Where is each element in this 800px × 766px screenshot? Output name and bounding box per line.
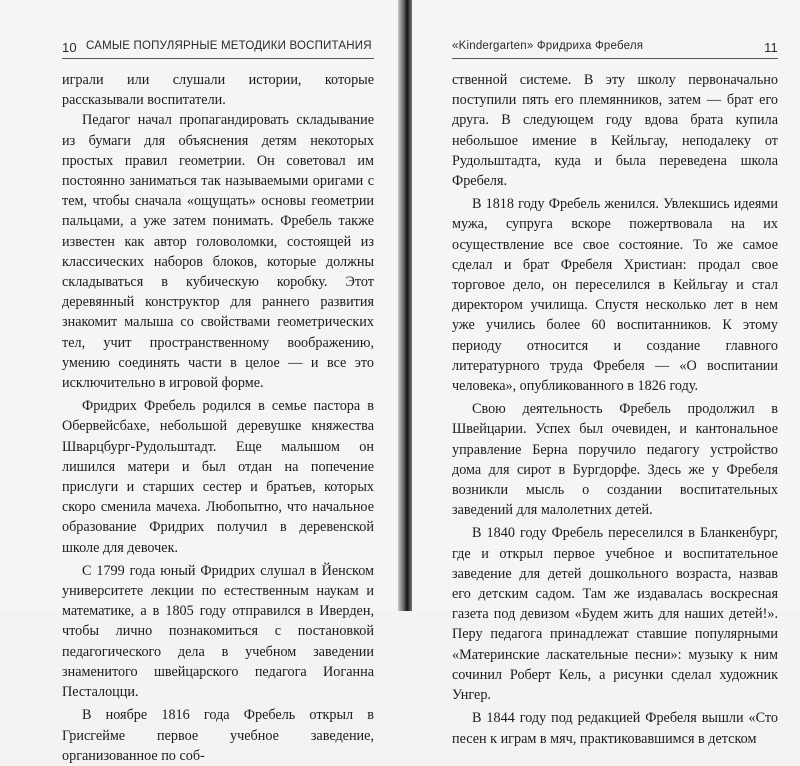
body-text — [452, 70, 778, 749]
page-number: 11 — [764, 40, 778, 55]
paragraph: С 1799 года юный Фридрих слушал в Йенском университете лекции по естественным наукам и математике, а в 1805 году отправился в Иверден, чтобы лично познакомиться с постановкой педагогического дела в учебном заведении знаменитого швейцарского педагога Иоганна Песталоцци. — [62, 562, 374, 701]
header-rule — [452, 58, 778, 59]
running-title: САМЫЕ ПОПУЛЯРНЫЕ МЕТОДИКИ ВОСПИТАНИЯ — [86, 40, 372, 52]
paragraph: В 1844 году под редакцией Фребеля вышли «Сто песен к играм в мяч, практиковавшимся в детском — [452, 710, 778, 747]
page-number: 10 — [62, 40, 77, 55]
paragraph: В ноябре 1816 года Фребель открыл в Грисгейме первое учебное заведение, организованное по соб- — [62, 707, 374, 764]
paragraph: Педагог начал пропагандировать складывание из бумаги для объяснения детям некоторых простых правил геометрии. Он советовал им постоянно заниматься так называемыми оригами с тем, чтобы сначала «ощущать» основы геометрии пальцами, а уже затем понимать. Фребель также известен как автор головоломки, состоящей из классических наборов блоков, которые должны складываться в кубическую коробку. Этот деревянный конструктор для раннего развития знакомит малыша со свойствами геометрических тел, учит пространственному воображению, умению соединять части в целое — и все это исключительно в игровой форме. — [62, 112, 374, 392]
paragraph: играли или слушали истории, которые рассказывали воспитатели. — [62, 72, 374, 109]
paragraph: В 1840 году Фребель переселился в Бланкенбург, где и открыл первое учебное и воспитательное заведение для детей дошкольного возраста, назвав его детским садом. Там же издавалась воскресная газета под девизом «Будем жить для наших детей!». Перу педагога принадлежат ставшие популярными «Материнские ласкательные песни»: музыку к ним сочинил Роберт Кель, а рисунки сделал художник Унгер. — [452, 525, 778, 704]
header-rule — [62, 58, 374, 59]
paragraph: Фридрих Фребель родился в семье пастора в Обервейсбахе, небольшой деревушке княжества Шварцбург-Рудольштадт. Еще малышом он лишился матери и был отдан на попечение прислуги и старших сестер и братьев, которых скоро сменила мачеха. Любопытно, что начальное образование Фридрих получил в деревенской школе для девочек. — [62, 398, 374, 556]
right-page — [412, 0, 800, 747]
running-title: «Kindergarten» Фридриха Фребеля — [452, 40, 644, 52]
right-running-header — [452, 40, 778, 60]
body-text — [62, 70, 374, 766]
paragraph: В 1818 году Фребель женился. Увлекшись идеями мужа, супруга вскоре пожертвовала на их осуществление все свое состояние. То же самое сделал и брат Фребеля Христиан: продал свое торговое дело, он переселился в Кейльгау и стал директором училища. Спустя несколько лет в нем уже учились более 60 воспитанников. К этому периоду относится и создание главного литературного труда Фребеля — «О воспитании человека», опубликованного в 1826 году. — [452, 196, 778, 395]
paragraph: ственной системе. В эту школу первоначально поступили пять его племянников, затем — брат его друга. В следующем году вдова брата купила небольшое имение в Кейльгау, неподалеку от Рудольштадта, куда и была переведена школа Фребеля. — [452, 72, 778, 190]
left-running-header — [62, 40, 372, 60]
left-page — [0, 0, 400, 764]
paragraph: Свою деятельность Фребель продолжил в Швейцарии. Успех был очевиден, и кантональное управление Берна поручило педагогу устройство дома для сирот в Бургдорфе. Здесь же у Фребеля возникли мысль о создании воспитательных заведений для малолетних детей. — [452, 401, 778, 519]
